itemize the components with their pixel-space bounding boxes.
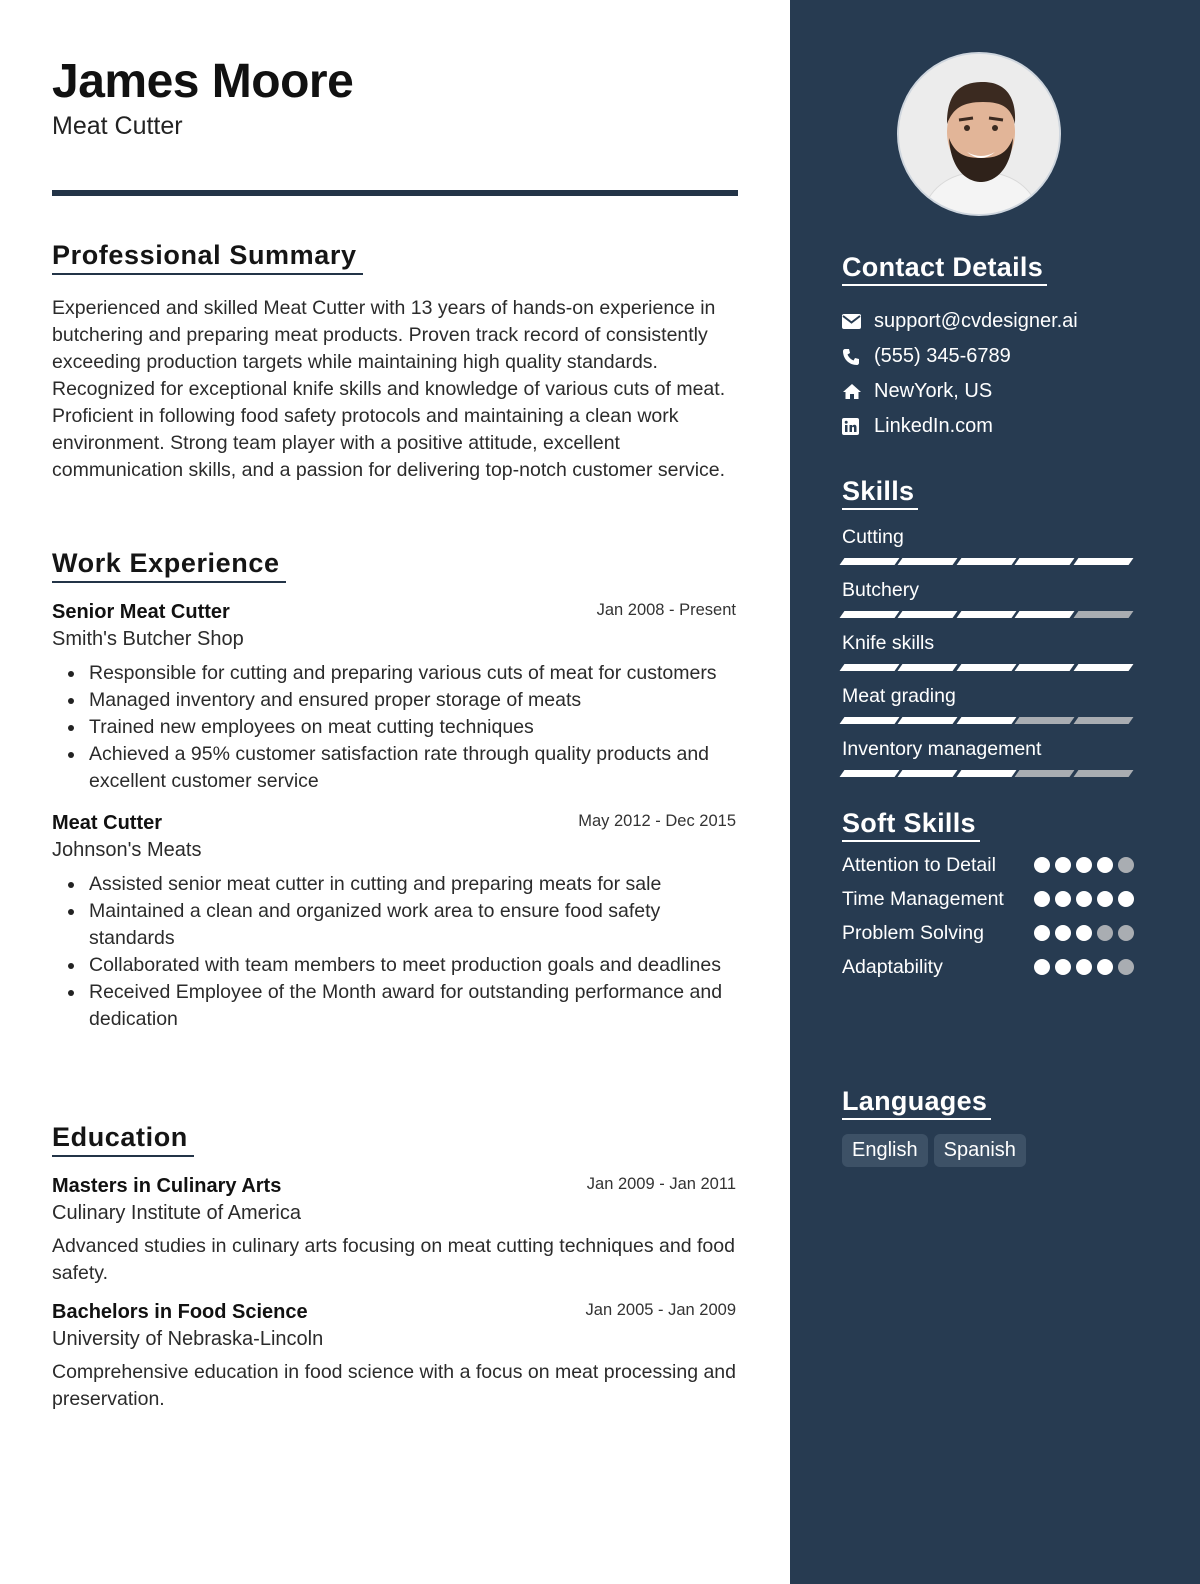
skill-level-segment <box>898 611 958 618</box>
language-chip: Spanish <box>934 1134 1026 1167</box>
soft-skills-heading: Soft Skills <box>842 808 980 842</box>
rating-dot <box>1076 925 1092 941</box>
contact-list <box>842 304 1134 444</box>
job-bullet: Received Employee of the Month award for outstanding performance and dedication <box>89 979 738 1033</box>
skill-name: Butchery <box>842 579 919 601</box>
skill-level-segment <box>956 558 1016 565</box>
soft-skill-rating <box>1029 920 1134 947</box>
skill-level-bar <box>842 664 1134 671</box>
skill-level-segment <box>956 664 1016 671</box>
skill-level-segment <box>1015 717 1075 724</box>
languages-list <box>842 1134 1134 1167</box>
rating-dot <box>1118 891 1134 907</box>
job-bullet: Maintained a clean and organized work area to ensure food safety standards <box>89 898 738 952</box>
rating-dot <box>1118 857 1134 873</box>
rating-dot <box>1118 925 1134 941</box>
rating-dot <box>1034 857 1050 873</box>
phone-icon <box>842 347 874 367</box>
contact-email[interactable] <box>842 304 1134 339</box>
candidate-name: James Moore <box>52 55 354 108</box>
avatar-photo-icon <box>899 54 1061 216</box>
skill-level-segment <box>840 717 900 724</box>
home-icon <box>842 382 874 402</box>
skill-level-segment <box>898 664 958 671</box>
skills-list <box>842 524 1134 777</box>
contact-location <box>842 374 1134 409</box>
education-entry <box>52 1175 738 1287</box>
school-name: Culinary Institute of America <box>52 1202 301 1224</box>
degree-title: Bachelors in Food Science <box>52 1301 308 1323</box>
skills-section <box>842 476 1134 777</box>
skill-name: Cutting <box>842 526 904 548</box>
soft-skill-name: Adaptability <box>842 956 943 978</box>
skill-level-bar <box>842 717 1134 724</box>
skill-name: Meat grading <box>842 685 956 707</box>
soft-skill-rating <box>1029 886 1134 913</box>
job-bullet: Assisted senior meat cutter in cutting and preparing meats for sale <box>89 871 738 898</box>
rating-dot <box>1076 857 1092 873</box>
envelope-icon <box>842 312 874 332</box>
languages-heading: Languages <box>842 1086 991 1120</box>
contact-details-section <box>842 252 1134 444</box>
skill-level-segment <box>840 558 900 565</box>
candidate-title: Meat Cutter <box>52 112 183 140</box>
skill-level-segment <box>1073 611 1133 618</box>
contact-details-heading: Contact Details <box>842 252 1047 286</box>
skill-level-segment <box>1073 558 1133 565</box>
profile-photo <box>897 52 1061 216</box>
professional-summary-section <box>52 240 738 484</box>
soft-skills-list <box>842 852 1134 981</box>
professional-summary-text: Experienced and skilled Meat Cutter with 13 years of hands-on experience in butchering and preparing meat products. Proven track record of consistently exceeding production targets while maintaining high quality standards. Recognized for exceptional knife skills and knowledge of various cuts of meat. Proficient in following food safety protocols and maintaining a clean work environment. Strong team player with a positive attitude, excellent communication skills, and a passion for delivering top-notch customer service. <box>52 297 726 481</box>
contact-location-text: NewYork, US <box>874 380 993 402</box>
soft-skill-item <box>842 852 1134 879</box>
education-description: Comprehensive education in food science with a focus on meat processing and preservation. <box>52 1361 736 1410</box>
header-divider <box>52 190 738 196</box>
work-experience-section <box>52 548 738 1033</box>
soft-skills-section <box>842 808 1134 981</box>
skill-item <box>842 524 1134 565</box>
skill-level-segment <box>898 717 958 724</box>
rating-dot <box>1097 857 1113 873</box>
skills-heading: Skills <box>842 476 918 510</box>
rating-dot <box>1097 925 1113 941</box>
language-chip: English <box>842 1134 928 1167</box>
skill-level-segment <box>1073 770 1133 777</box>
rating-dot <box>1055 857 1071 873</box>
skill-level-segment <box>840 611 900 618</box>
job-bullet: Managed inventory and ensured proper storage of meats <box>89 687 738 714</box>
rating-dot <box>1055 959 1071 975</box>
job-bullet: Achieved a 95% customer satisfaction rate through quality products and excellent customer service <box>89 741 738 795</box>
soft-skill-item <box>842 954 1134 981</box>
work-experience-heading: Work Experience <box>52 548 286 583</box>
job-bullet: Trained new employees on meat cutting techniques <box>89 714 738 741</box>
skill-item <box>842 630 1134 671</box>
rating-dot <box>1055 925 1071 941</box>
education-heading: Education <box>52 1122 194 1157</box>
skill-level-segment <box>1015 611 1075 618</box>
education-section <box>52 1122 738 1413</box>
degree-title: Masters in Culinary Arts <box>52 1175 282 1197</box>
soft-skill-item <box>842 920 1134 947</box>
job-bullets <box>52 660 738 795</box>
soft-skill-rating <box>1029 954 1134 981</box>
rating-dot <box>1097 959 1113 975</box>
languages-section <box>842 1086 1134 1167</box>
rating-dot <box>1076 891 1092 907</box>
job-bullet: Collaborated with team members to meet production goals and deadlines <box>89 952 738 979</box>
skill-item <box>842 683 1134 724</box>
contact-phone[interactable] <box>842 339 1134 374</box>
rating-dot <box>1034 959 1050 975</box>
school-name: University of Nebraska-Lincoln <box>52 1328 324 1350</box>
linkedin-icon <box>842 417 874 437</box>
rating-dot <box>1034 891 1050 907</box>
rating-dot <box>1034 925 1050 941</box>
education-dates: Jan 2005 - Jan 2009 <box>585 1301 736 1319</box>
job-entry <box>52 601 738 795</box>
skill-level-bar <box>842 611 1134 618</box>
skill-level-segment <box>1073 664 1133 671</box>
job-title: Senior Meat Cutter <box>52 601 230 623</box>
skill-level-segment <box>956 611 1016 618</box>
skill-item <box>842 736 1134 777</box>
contact-phone-text: (555) 345-6789 <box>874 345 1011 367</box>
soft-skill-rating <box>1029 852 1134 879</box>
education-entry <box>52 1301 738 1413</box>
skill-level-segment <box>840 664 900 671</box>
rating-dot <box>1097 891 1113 907</box>
rating-dot <box>1055 891 1071 907</box>
job-title: Meat Cutter <box>52 812 163 834</box>
job-bullet: Responsible for cutting and preparing various cuts of meat for customers <box>89 660 738 687</box>
job-dates: May 2012 - Dec 2015 <box>578 812 736 830</box>
job-company: Smith's Butcher Shop <box>52 628 244 650</box>
contact-linkedin-text: LinkedIn.com <box>874 415 993 437</box>
skill-level-segment <box>1015 558 1075 565</box>
skill-level-segment <box>956 717 1016 724</box>
soft-skill-name: Problem Solving <box>842 922 984 944</box>
skill-level-segment <box>1015 664 1075 671</box>
skill-name: Knife skills <box>842 632 935 654</box>
education-description: Advanced studies in culinary arts focusing on meat cutting techniques and food safety. <box>52 1235 735 1284</box>
contact-linkedin[interactable] <box>842 409 1134 444</box>
job-dates: Jan 2008 - Present <box>596 601 736 619</box>
skill-level-segment <box>840 770 900 777</box>
skill-level-segment <box>898 770 958 777</box>
contact-email-text: support@cvdesigner.ai <box>874 310 1078 332</box>
sidebar <box>790 0 1200 1584</box>
education-dates: Jan 2009 - Jan 2011 <box>586 1175 736 1193</box>
skill-level-segment <box>956 770 1016 777</box>
rating-dot <box>1076 959 1092 975</box>
soft-skill-name: Time Management <box>842 888 1004 910</box>
job-bullets <box>52 871 738 1033</box>
skill-level-segment <box>898 558 958 565</box>
skill-item <box>842 577 1134 618</box>
skill-level-segment <box>1015 770 1075 777</box>
skill-level-bar <box>842 558 1134 565</box>
professional-summary-heading: Professional Summary <box>52 240 363 275</box>
rating-dot <box>1118 959 1134 975</box>
skill-name: Inventory management <box>842 738 1042 760</box>
job-entry <box>52 812 738 1033</box>
soft-skill-name: Attention to Detail <box>842 854 996 876</box>
soft-skill-item <box>842 886 1134 913</box>
skill-level-segment <box>1073 717 1133 724</box>
job-company: Johnson's Meats <box>52 839 202 861</box>
main-column <box>52 0 738 1584</box>
skill-level-bar <box>842 770 1134 777</box>
